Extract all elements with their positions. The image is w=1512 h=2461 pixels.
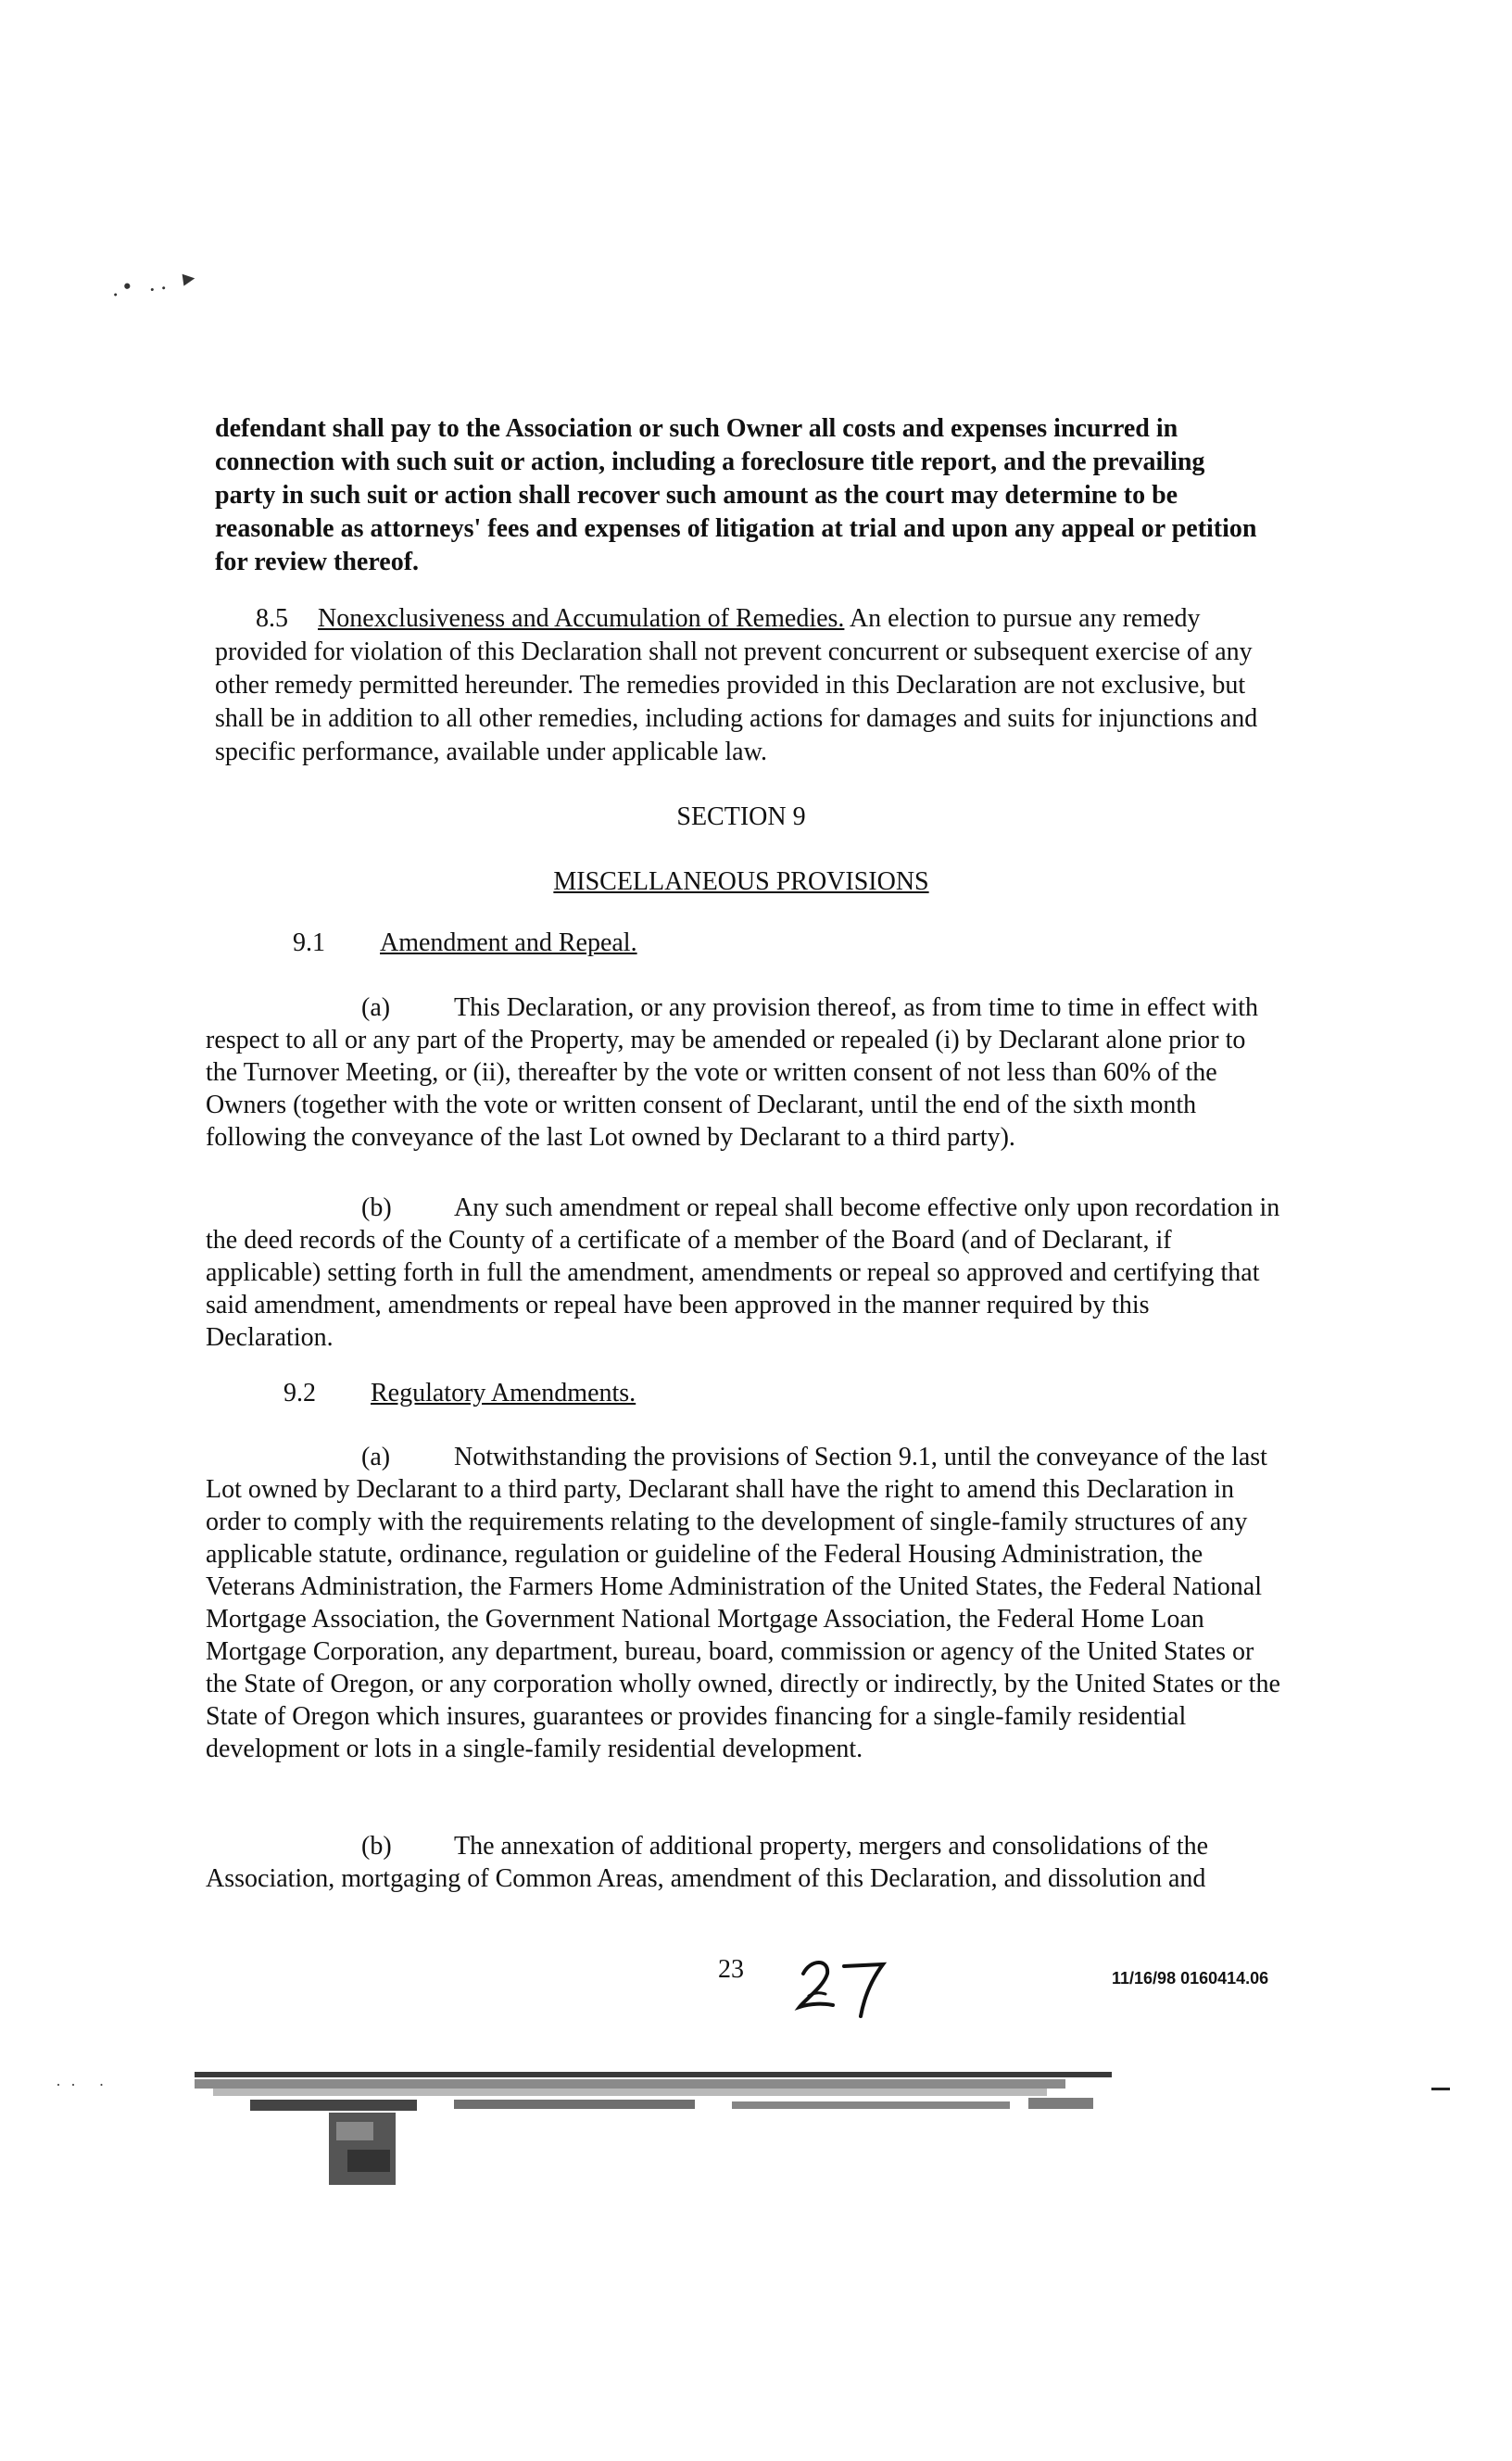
subsection-9-1-heading: [293, 928, 637, 958]
scan-edge-marks: ·· ·: [56, 2076, 114, 2094]
subsection-9-2-title: Regulatory Amendments.: [371, 1379, 636, 1407]
subsection-9-1-number: 9.1: [293, 928, 325, 957]
subsection-9-2-b: [206, 1830, 1280, 1895]
subsection-9-1-a: [206, 991, 1280, 1154]
section-title: MISCELLANEOUS PROVISIONS: [553, 867, 929, 896]
section-8-5-title: Nonexclusiveness and Accumulation of Remedies.: [318, 604, 845, 633]
clause-label: (b): [361, 1832, 392, 1861]
subsection-9-1-b: [206, 1192, 1280, 1354]
section-8-5-text: An election to pursue any remedy provided for violation of this Declaration shall not prevent concurrent or subsequent exercise of any other remedy permitted hereunder. The remedies provided in this Declaration are not exclusive, but shall be in addition to all other remedies, including actions for damages and suits for injunctions and specific performance, available under applicable law.: [215, 604, 1258, 766]
subsection-9-2-heading: [284, 1379, 636, 1408]
scan-noise-band: [195, 2068, 1112, 2114]
handwritten-page-number: [792, 1946, 903, 2020]
clause-label: (a): [361, 1443, 391, 1471]
scan-specks: .• .. ▸: [109, 262, 203, 302]
subsection-9-1-title: Amendment and Repeal.: [380, 928, 637, 957]
clause-text: Any such amendment or repeal shall become effective only upon recordation in the deed records of the County of a certificate of a member of the Board (and of Declarant, if applicable) setting forth in full the amendment, amendments or repeal so approved and certifying that said amendment, amendments or repeal have been approved in the manner required by this Declaration.: [206, 1193, 1280, 1352]
clause-label: (a): [361, 993, 391, 1022]
scan-edge-dash: [1431, 2088, 1450, 2090]
clause-text: This Declaration, or any provision thereof, as from time to time in effect with respect to all or any part of the Property, may be amended or repealed (i) by Declarant alone prior to the Turnover Meeting, or (ii), thereafter by the vote or written consent of not less than 60% of the Owners (together with the vote or written consent of Declarant, until the end of the sixth month following the conveyance of the last Lot owned by Declarant to a third party).: [206, 993, 1259, 1152]
subsection-9-2-number: 9.2: [284, 1379, 316, 1407]
clause-text: Notwithstanding the provisions of Section 9.1, until the conveyance of the last Lot owned by Declarant to a third party, Declarant shall have the right to amend this Declaration in order to comply with the requirements relating to the development of single-family structures of any applicable statute, ordinance, regulation or guideline of the Federal Housing Administration, the Veterans Administration, the Farmers Home Administration of the United States, the Federal National Mortgage Association, the Government National Mortgage Association, the Federal Home Loan Mortgage Corporation, any department, bureau, board, commission or agency of the United States or the State of Oregon, or any corporation wholly owned, directly or indirectly, by the United States or the State of Oregon which insures, guarantees or provides financing for a single-family residential development or lots in a single-family residential development.: [206, 1443, 1280, 1763]
document-code: 11/16/98 0160414.06: [1112, 1969, 1269, 1988]
section-heading: SECTION 9: [676, 802, 806, 831]
section-8-5-number: 8.5: [256, 604, 288, 633]
clause-label: (b): [361, 1193, 392, 1222]
continuation-paragraph: defendant shall pay to the Association or such Owner all costs and expenses incurred in connection with such suit or action, including a foreclosure title report, and the prevailing party in such suit or action shall recover such amount as the court may determine to be reasonable as attorneys' fees and expenses of litigation at trial and upon any appeal or petition for review thereof.: [215, 414, 1257, 576]
subsection-9-2-a: [206, 1441, 1280, 1765]
section-8-5-paragraph: [215, 602, 1271, 769]
page-number: 23: [718, 1955, 744, 1984]
clause-text: The annexation of additional property, mergers and consolidations of the Association, mortgaging of Common Areas, amendment of this Declaration, and dissolution and: [206, 1832, 1209, 1893]
scan-noise-block: [329, 2113, 396, 2185]
